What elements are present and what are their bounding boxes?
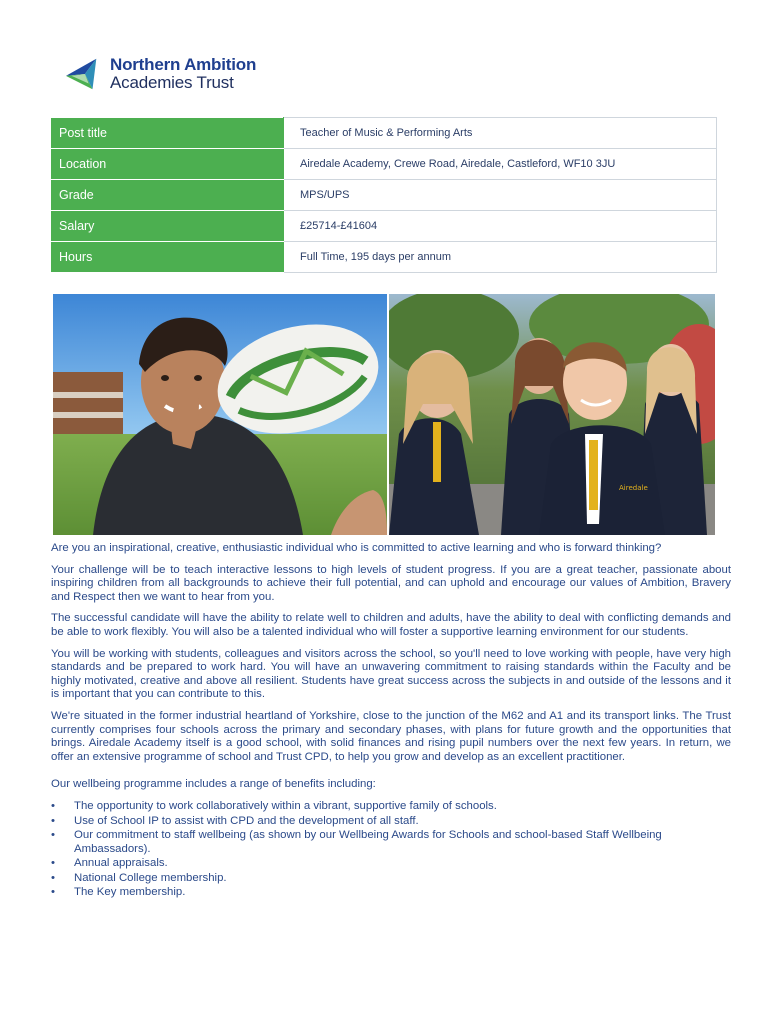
wellbeing-intro: Our wellbeing programme includes a range of benefits including: (51, 778, 376, 791)
detail-row-grade (52, 180, 717, 211)
detail-key: Grade (52, 180, 284, 211)
list-item: • The Key membership. (51, 886, 731, 900)
detail-value: Full Time, 195 days per annum (284, 242, 717, 273)
uniform-badge-text: Airedale (619, 484, 648, 492)
list-item: • Our commitment to staff wellbeing (as shown by our Wellbeing Awards for Schools and school-based Staff Wellbeing Ambassadors). (51, 829, 731, 856)
list-item: • Use of School IP to assist with CPD and the development of all staff. (51, 815, 731, 829)
detail-key: Salary (52, 211, 284, 242)
detail-row-location (52, 149, 717, 180)
detail-row-salary (52, 211, 717, 242)
location-paragraph: We're situated in the former industrial heartland of Yorkshire, close to the junction of the M62 and A1 and its transport links. The Trust currently comprises four schools across the primary and secondary phases, with plans for future growth and the opportunities that brings. Airedale Academy itself is a good school, with solid finances and rising pupil numbers over the next few years. In return, we offer an extensive programme of school and Trust CPD, to help you grow and develop as an excellent practitioner. (51, 709, 731, 763)
detail-value: Airedale Academy, Crewe Road, Airedale, Castleford, WF10 3JU (284, 149, 717, 180)
list-item: • Annual appraisals. (51, 857, 731, 871)
photo-students-in-uniform (389, 294, 715, 535)
job-details-table (51, 117, 717, 273)
photo-strip (53, 294, 715, 535)
detail-row-post-title (52, 118, 717, 149)
candidate-paragraph: The successful candidate will have the ability to relate well to children and adults, have the ability to deal with conflicting demands and be able to work flexibly. You will also be a talented individual who will foster a supportive learning environment for our students. (51, 612, 731, 638)
detail-row-hours (52, 242, 717, 273)
logo-name-line1: Northern Ambition (110, 55, 257, 74)
intro-paragraph: Are you an inspirational, creative, enthusiastic individual who is committed to active learning and who is forward thinking? (51, 542, 662, 554)
photo-student-rugby-ball (53, 294, 387, 535)
trust-logo-icon (64, 54, 102, 94)
detail-key: Location (52, 149, 284, 180)
challenge-paragraph: Your challenge will be to teach interactive lessons to high levels of student progress. If you are a great teacher, passionate about inspiring children from all backgrounds to achieve their full potential, and can uphold and encourage our values of Ambition, Bravery and Respect then we want to hear from you. (51, 563, 731, 603)
trust-logo (64, 54, 256, 94)
list-item: • The opportunity to work collaboratively within a vibrant, supportive family of schools. (51, 800, 731, 814)
detail-value: Teacher of Music & Performing Arts (284, 118, 717, 149)
detail-value: £25714-£41604 (284, 211, 717, 242)
list-item: • National College membership. (51, 872, 731, 886)
working-paragraph: You will be working with students, colleagues and visitors across the school, so you'll need to love working with people, have very high standards and be prepared to work hard. You will have an unwavering commitment to raising standards within the Faculty and be highly motivated, creative and above all resilient. Students have great success across the subjects in and outside of the lessons and it is important that you can contribute to this. (51, 647, 731, 701)
job-description (51, 542, 731, 901)
detail-value: MPS/UPS (284, 180, 717, 211)
detail-key: Hours (52, 242, 284, 273)
logo-name-line2: Academies Trust (110, 73, 234, 92)
benefits-list (51, 800, 731, 900)
detail-key: Post title (52, 118, 284, 149)
